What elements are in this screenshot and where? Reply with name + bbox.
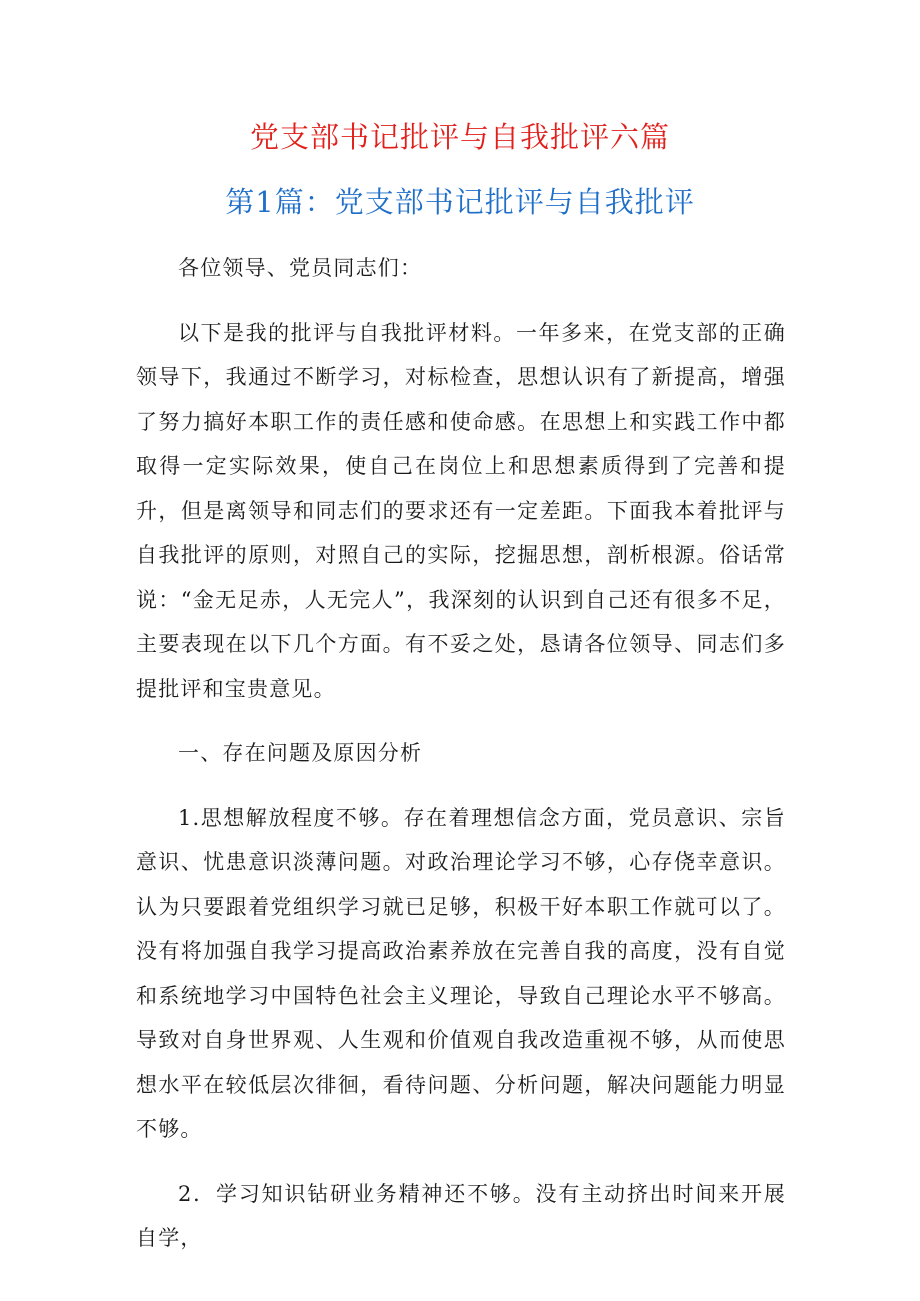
section-title: 第1篇：党支部书记批评与自我批评 bbox=[225, 185, 695, 219]
heading-problems: 一、存在问题及原因分析 bbox=[178, 741, 423, 765]
salutation: 各位领导、党员同志们： bbox=[178, 256, 423, 280]
document-title: 党支部书记批评与自我批评六篇 bbox=[249, 120, 670, 154]
paragraph-point-2: 2．学习知识钻研业务精神还不够。没有主动挤出时间来开展自学， bbox=[136, 1181, 786, 1250]
paragraph-point-1: 1.思想解放程度不够。存在着理想信念方面，党员意识、宗旨意识、忧患意识淡薄问题。对政治理论学习不够，心存侥幸意识。认为只要跟着党组织学习就已足够，积极干好本职工作就可以了。没有将加强自我学习提高政治素养放在完善自我的高度，没有自觉和系统地学习中国特色社会主义理论，导致自己理论水平不够高。导致对自身世界观、人生观和价值观自我改造重视不够，从而使思想水平在较低层次徘徊，看待问题、分析问题，解决问题能力明显不够。 bbox=[136, 805, 786, 1141]
document-body bbox=[136, 246, 786, 1281]
intro-paragraph: 以下是我的批评与自我批评材料。一年多来，在党支部的正确领导下，我通过不断学习，对标检查，思想认识有了新提高，增强了努力搞好本职工作的责任感和使命感。在思想上和实践工作中都取得一定实际效果，使自己在岗位上和思想素质得到了完善和提升，但是离领导和同志们的要求还有一定差距。下面我本着批评与自我批评的原则，对照自己的实际，挖掘思想，剖析根源。俗话常说：“金无足赤，人无完人”，我深刻的认识到自己还有很多不足，主要表现在以下几个方面。有不妥之处，恳请各位领导、同志们多提批评和宝贵意见。 bbox=[136, 320, 786, 701]
